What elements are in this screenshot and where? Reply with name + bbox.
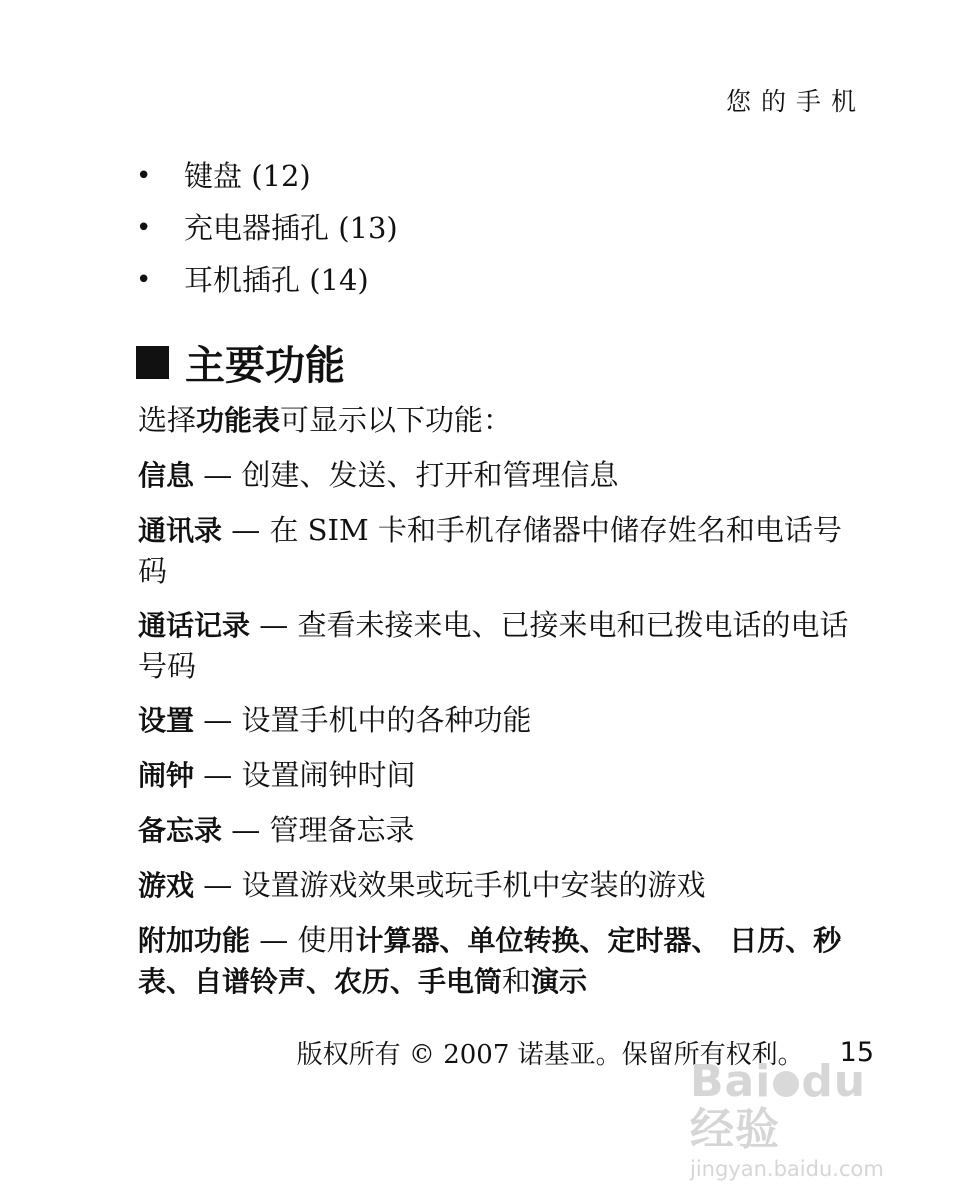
feature-term: 游戏 xyxy=(138,869,195,902)
square-bullet-icon xyxy=(136,346,169,379)
feature-item xyxy=(138,700,868,741)
bullet-icon: • xyxy=(136,161,152,191)
list-item-text: 键盘 (12) xyxy=(184,159,311,193)
page-header: 您的手机 xyxy=(725,87,866,116)
copyright-text: 版权所有 © 2007 诺基亚。保留所有权利。 xyxy=(296,1040,804,1070)
feature-item xyxy=(138,605,868,686)
feature-description: — 设置游戏效果或玩手机中安装的游戏 xyxy=(194,868,706,902)
watermark-brand xyxy=(690,1058,910,1154)
page-number: 15 xyxy=(839,1037,874,1068)
extra-feature-joiner: 和 xyxy=(502,964,532,998)
watermark-brand-cn: 经验 xyxy=(690,1104,780,1155)
feature-description: — 在 SIM 卡和手机存储器中储存姓名和电话号码 xyxy=(138,513,842,588)
feature-content xyxy=(138,400,868,1016)
feature-description: — 设置手机中的各种功能 xyxy=(194,703,532,737)
feature-item xyxy=(138,920,868,1002)
feature-item xyxy=(138,455,868,496)
feature-description: — 设置闹钟时间 xyxy=(194,758,416,792)
bullet-icon: • xyxy=(136,213,152,243)
section-heading xyxy=(136,334,345,391)
extra-feature-items: 计算器、单位转换、定时器、 日历、秒表、自谱铃声、农历、手电筒 xyxy=(138,924,842,998)
feature-description: — 创建、发送、打开和管理信息 xyxy=(194,458,619,492)
feature-item xyxy=(138,810,868,851)
intro-menu-term: 功能表 xyxy=(196,404,281,437)
list-item xyxy=(136,202,398,254)
feature-term: 附加功能 xyxy=(138,924,251,957)
feature-term: 备忘录 xyxy=(138,814,223,847)
paw-logo-icon xyxy=(773,1071,799,1097)
feature-term: 信息 xyxy=(138,459,195,492)
feature-description: — 查看未接来电、已接来电和已拨电话的电话号码 xyxy=(138,608,849,683)
intro-after: 可显示以下功能： xyxy=(280,403,513,437)
feature-term: 通话记录 xyxy=(138,609,251,642)
watermark-url: jingyan.baidu.com xyxy=(690,1157,884,1181)
intro-paragraph xyxy=(138,400,868,441)
list-item-text: 耳机插孔 (14) xyxy=(184,263,369,297)
baidu-watermark xyxy=(690,1056,910,1181)
feature-item xyxy=(138,755,868,796)
component-list xyxy=(136,150,398,306)
feature-item xyxy=(138,865,868,906)
watermark-brand-right: du xyxy=(801,1056,867,1107)
bullet-icon: • xyxy=(136,265,152,295)
watermark-brand-left: Bai xyxy=(690,1056,772,1107)
feature-term: 闹钟 xyxy=(138,759,195,792)
feature-description: — 使用 xyxy=(250,923,356,957)
feature-term: 通讯录 xyxy=(138,514,223,547)
feature-item xyxy=(138,510,868,591)
list-item-text: 充电器插孔 (13) xyxy=(184,211,398,245)
list-item xyxy=(136,254,398,306)
feature-term: 设置 xyxy=(138,704,195,737)
list-item xyxy=(136,150,398,202)
feature-description: — 管理备忘录 xyxy=(222,813,415,847)
extra-feature-last: 演示 xyxy=(531,965,588,998)
section-title: 主要功能 xyxy=(185,343,345,389)
intro-before: 选择 xyxy=(138,403,197,437)
